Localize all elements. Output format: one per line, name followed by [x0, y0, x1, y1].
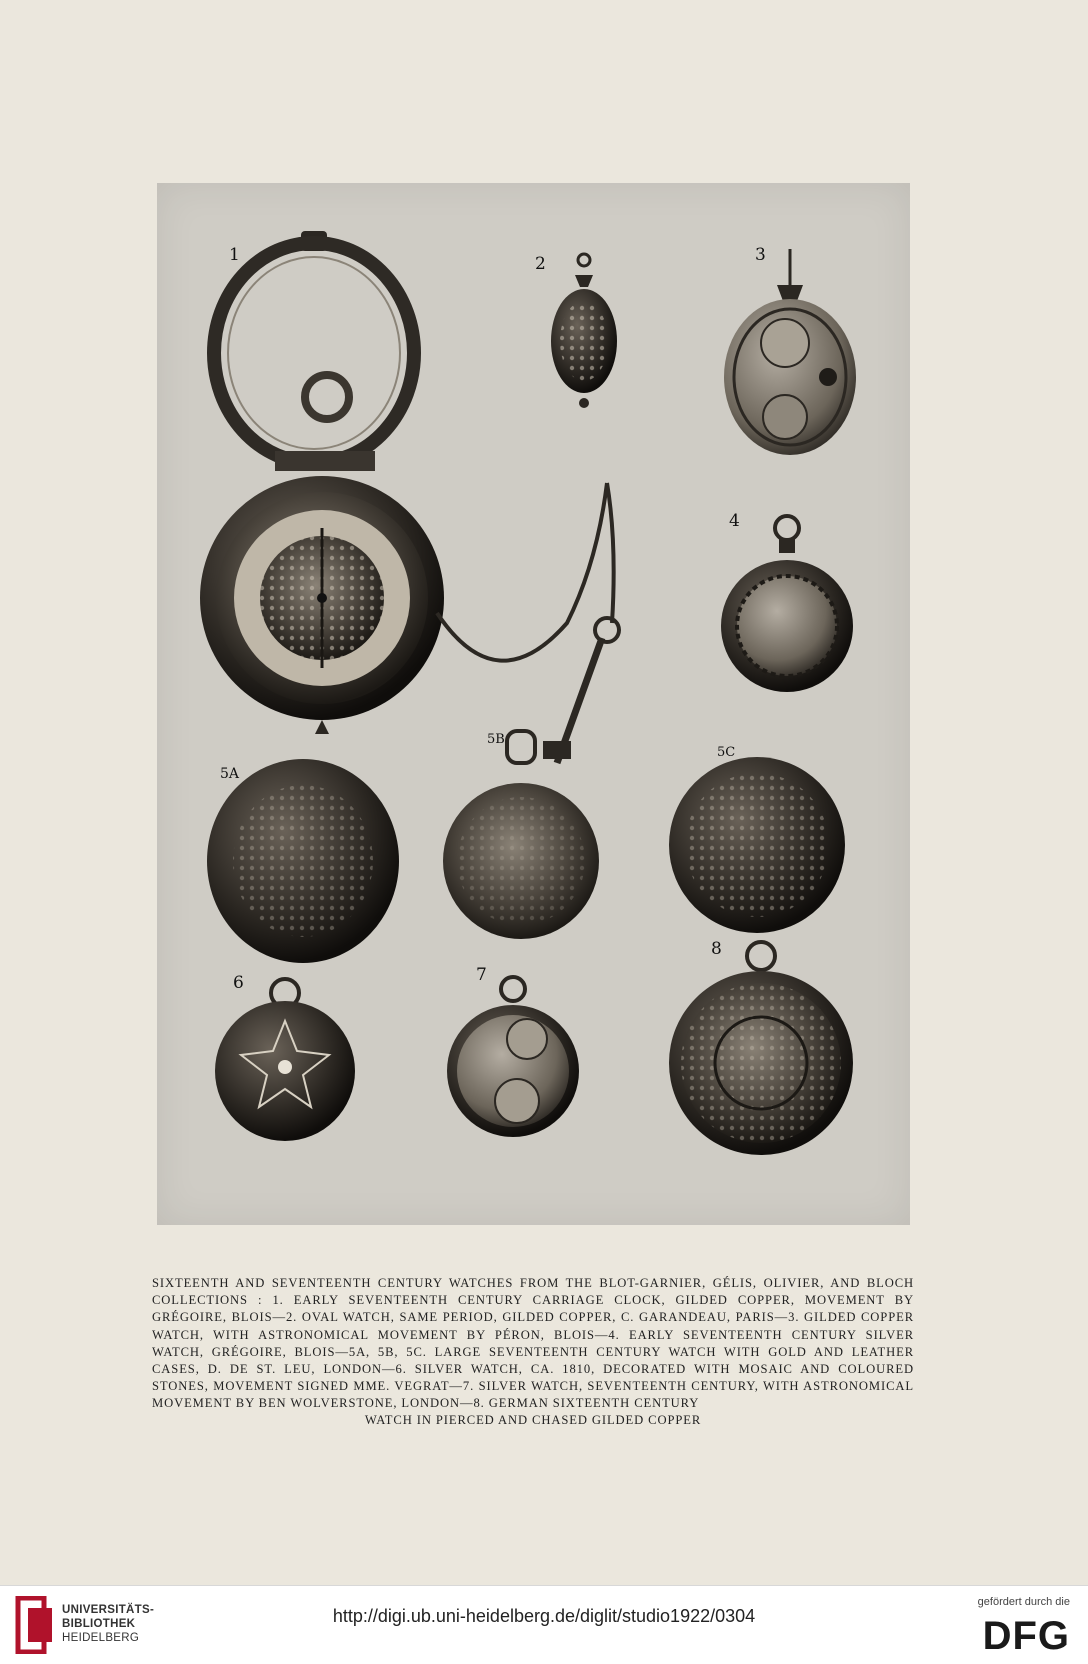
watch-8-german-gilded: [669, 942, 853, 1155]
watch-7-silver-astronomical: [447, 977, 579, 1137]
label-7: 7: [476, 965, 487, 985]
label-6: 6: [233, 973, 244, 993]
label-5a: 5A: [220, 766, 240, 782]
watch-1-carriage-clock: [200, 231, 444, 734]
label-2: 2: [535, 254, 546, 274]
label-5c: 5C: [717, 745, 736, 760]
library-name-line-2: BIBLIOTHEK: [62, 1618, 136, 1630]
plate-caption-last-line: WATCH IN PIERCED AND CHASED GILDED COPPER: [364, 1413, 702, 1427]
watch-6-mosaic: [215, 979, 355, 1141]
watch-3-astronomical: [724, 249, 856, 455]
watch-5c-pierced-case: [669, 757, 845, 933]
label-5b: 5B: [487, 732, 505, 747]
label-8: 8: [711, 939, 722, 959]
watch-5a-leather-case: [207, 759, 399, 963]
watches-photograph: [157, 183, 910, 1225]
source-url-link[interactable]: http://digi.ub.uni-heidelberg.de/diglit/studio1922/0304: [332, 1606, 756, 1626]
chain-and-key: [437, 483, 619, 763]
watch-2-oval: [551, 254, 617, 408]
watch-5b-gold-case: [443, 731, 599, 939]
label-4: 4: [729, 511, 740, 531]
photographic-plate: [157, 183, 910, 1225]
library-name-line-3: HEIDELBERG: [62, 1632, 140, 1644]
dfg-logo: DFG: [982, 1614, 1070, 1658]
label-1: 1: [229, 245, 240, 265]
label-3: 3: [755, 245, 766, 265]
plate-caption: SIXTEENTH AND SEVENTEENTH CENTURY WATCHES FROM THE BLOT-GARNIER, GÉLIS, OLIVIER, AND BLOCH COLLECTIONS : 1. EARLY SEVENTEENTH CENTURY CARRIAGE CLOCK, GILDED COPPER, MOVEMENT BY GRÉGOIRE, BLOIS—2. OVAL WATCH, SAME PERIOD, GILDED COPPER, C. GARANDEAU, PARIS—3. GILDED COPPER WATCH, WITH ASTRONOMICAL MOVEMENT BY PÉRON, BLOIS—4. EARLY SEVENTEENTH CENTURY SILVER WATCH, GRÉGOIRE, BLOIS—5A, 5B, 5C. LARGE SEVENTEENTH CENTURY WATCH WITH GOLD AND LEATHER CASES, D. DE ST. LEU, LONDON—6. SILVER WATCH, CA. 1810, DECORATED WITH MOSAIC AND COLOURED STONES, MOVEMENT SIGNED MME. VEGRAT—7. SILVER WATCH, SEVENTEENTH CENTURY, WITH ASTRONOMICAL MOVEMENT BY BEN WOLVERSTONE, LONDON—8. GERMAN SIXTEENTH CENTURY: [152, 1276, 914, 1411]
funding-note: gefördert durch die: [977, 1596, 1070, 1608]
library-name-line-1: UNIVERSITÄTS-: [62, 1604, 155, 1616]
watch-4-silver: [721, 516, 853, 692]
digitization-footer: [0, 1585, 1088, 1664]
